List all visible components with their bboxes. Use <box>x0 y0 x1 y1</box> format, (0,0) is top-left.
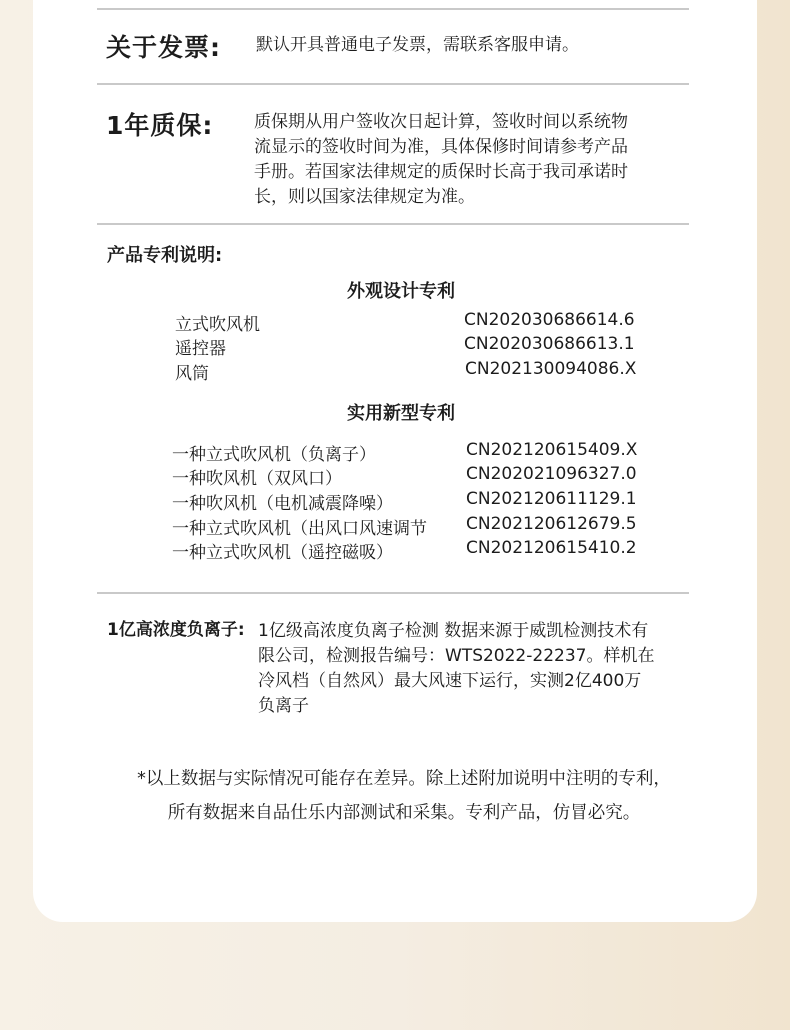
patents-label: 产品专利说明: <box>107 245 223 266</box>
divider <box>97 223 689 225</box>
design-patents-title: 外观设计专利 <box>347 281 455 302</box>
patent-code: CN202120612679.5 <box>466 514 637 534</box>
patent-code: CN202021096327.0 <box>466 464 637 484</box>
patent-name: 遥控器 <box>175 339 226 359</box>
patent-name: 一种吹风机（电机减震降噪） <box>172 494 393 514</box>
patent-code: CN202120615409.X <box>466 440 638 460</box>
disclaimer-line: *以上数据与实际情况可能存在差异。除上述附加说明中注明的专利， <box>137 769 671 789</box>
warranty-label: 1年质保: <box>106 111 214 140</box>
disclaimer-line: 所有数据来自品仕乐内部测试和采集。专利产品，仿冒必究。 <box>167 803 641 823</box>
patent-code: CN202120615410.2 <box>466 538 637 558</box>
ion-line: 1亿级高浓度负离子检测 数据来源于威凯检测技术有 <box>258 621 649 641</box>
divider <box>97 83 689 85</box>
warranty-line: 质保期从用户签收次日起计算，签收时间以系统物 <box>254 112 628 132</box>
patent-code: CN202030686614.6 <box>464 310 635 330</box>
patent-name: 一种立式吹风机（负离子） <box>172 445 376 465</box>
patent-name: 一种立式吹风机（遥控磁吸） <box>172 543 393 563</box>
disclaimer <box>97 762 711 830</box>
warranty-line: 长，则以国家法律规定为准。 <box>254 187 475 207</box>
warranty-line: 手册。若国家法律规定的质保时长高于我司承诺时 <box>254 162 628 182</box>
ion-line: 负离子 <box>258 696 309 716</box>
ion-line: 冷风档（自然风）最大风速下运行，实测2亿400万 <box>258 671 642 691</box>
patent-name: 风筒 <box>175 364 209 384</box>
warranty-line: 流显示的签收时间为准，具体保修时间请参考产品 <box>254 137 628 157</box>
divider <box>97 8 689 10</box>
invoice-text: 默认开具普通电子发票，需联系客服申请。 <box>256 35 579 55</box>
invoice-label: 关于发票: <box>106 33 221 62</box>
divider <box>97 592 689 594</box>
utility-patents-title: 实用新型专利 <box>347 403 455 424</box>
ion-text <box>258 619 654 719</box>
ion-label: 1亿高浓度负离子: <box>107 620 245 640</box>
ion-line: 限公司，检测报告编号：WTS2022-22237。样机在 <box>258 646 655 666</box>
patent-name: 一种吹风机（双风口） <box>172 469 342 489</box>
warranty-text <box>254 110 628 210</box>
patent-name: 一种立式吹风机（出风口风速调节 <box>172 519 427 539</box>
patent-code: CN202120611129.1 <box>466 489 637 509</box>
patent-code: CN202130094086.X <box>465 359 637 379</box>
patent-name: 立式吹风机 <box>175 315 260 335</box>
patent-code: CN202030686613.1 <box>464 334 635 354</box>
